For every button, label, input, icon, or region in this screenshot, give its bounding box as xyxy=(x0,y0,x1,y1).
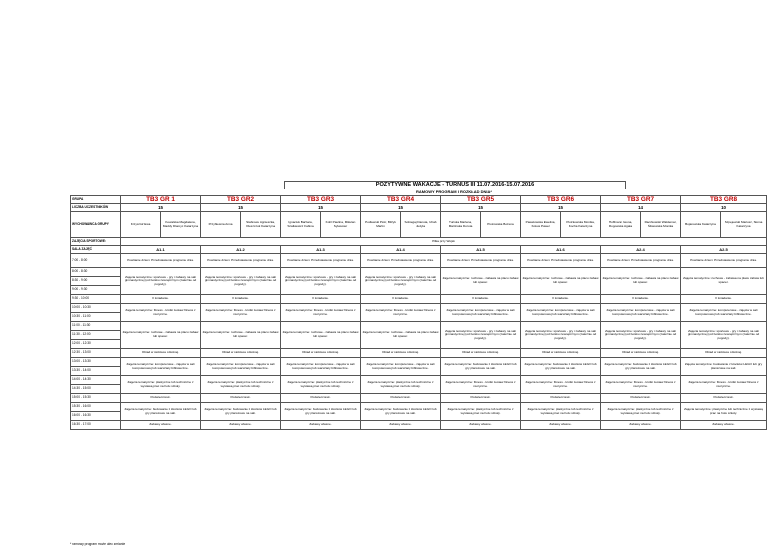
group-name-4: TB3 GR4 xyxy=(361,196,441,204)
activity-cell: Powitanie dzieci. Przedstawienie programu dnia. xyxy=(121,254,201,268)
activity-cell: Zajęcia tematyczne: plastyczne lub techniczne z wystawą prac na holu szkoły. xyxy=(361,376,441,394)
time-cell: 16:30 - 17:00 xyxy=(71,421,121,430)
activity-cell: II śniadanie. xyxy=(281,295,361,304)
page-title: POZYTYWNE WAKACJE - TURNUS III 11.07.2016-15.07.2016 xyxy=(284,181,626,189)
table-row xyxy=(71,421,767,430)
activity-cell: Zajęcia tematyczne: fitness - krótki zestaw fitness z muzyczne. xyxy=(361,304,441,322)
activity-cell: Podwieczorek. xyxy=(521,394,601,403)
time-cell: 13:00 - 13:30 xyxy=(71,358,121,367)
teacher-5a: Tuńska Marlena, Martinska Dorota xyxy=(441,212,481,238)
sala-8: A2.5 xyxy=(681,246,767,254)
activity-cell: Powitanie dzieci. Przedstawienie programu dnia. xyxy=(441,254,521,268)
time-cell: 11:30 - 12:00 xyxy=(71,331,121,340)
time-cell: 8:30 - 9:00 xyxy=(71,277,121,286)
activity-cell: Obiad w stołówce szkolnej. xyxy=(201,349,281,358)
activity-cell: Zajęcia tematyczne: ruchowe - zabawa na placu zabaw lub spacer. xyxy=(201,322,281,349)
activity-cell: Zajęcia tematyczne: sportowe - gry i zabawy na sali gimnastycznej (od boisku zewnętrznym (zależnie od pogody). xyxy=(441,322,521,349)
activity-cell: Zajęcia tematyczne: sportowe - gry i zabawy na sali gimnastycznej (od boisku zewnętrznym (zależnie od pogody). xyxy=(121,268,201,295)
activity-cell: Obiad w stołówce szkolnej. xyxy=(681,349,767,358)
footnote: * ramowy program może ulec zmianie xyxy=(70,542,126,546)
activity-cell: Zajęcia tematyczne: fitness - krótki zestaw fitness z muzyczne. xyxy=(521,376,601,394)
table-row xyxy=(71,268,767,277)
activity-cell: Powitanie dzieci. Przedstawienie programu dnia. xyxy=(201,254,281,268)
teacher-8a: Bojarowska Katarzyna xyxy=(681,212,721,238)
activity-cell: II śniadanie. xyxy=(121,295,201,304)
teacher-6a: Pawełowska Ewelina, Kokus Paweł xyxy=(521,212,561,238)
group-count-6: 15 xyxy=(521,204,601,212)
teacher-label: WYCHOWAWCA GRUPY xyxy=(71,212,121,238)
group-name-6: TB3 GR6 xyxy=(521,196,601,204)
group-count-7: 14 xyxy=(601,204,681,212)
time-cell: 10:00 - 10:30 xyxy=(71,304,121,313)
activity-cell: Powitanie dzieci. Przedstawienie programu dnia. xyxy=(601,254,681,268)
activity-cell: Obiad w stołówce szkolnej. xyxy=(281,349,361,358)
activity-cell: Zabawy wlasne. xyxy=(441,421,521,430)
time-cell: 8:00 - 8:30 xyxy=(71,268,121,277)
activity-cell: Zajęcia tematyczne: budowanie z klocków LEGO lub gry planszowe na sali. xyxy=(361,403,441,421)
time-cell: 9:30 - 10:00 xyxy=(71,295,121,304)
time-cell: 11:00 - 11:30 xyxy=(71,322,121,331)
activity-cell: Zajęcia tematyczne: ruchowe - zabawa na placu zabaw lub spacer. xyxy=(521,268,601,295)
count-label: LICZBA UCZESTNIKÓW xyxy=(71,204,121,212)
time-cell: 7:00 - 8:00 xyxy=(71,254,121,268)
teacher-4a: Podlewski Piotr, Bilżyk Martin xyxy=(361,212,401,238)
time-cell: 12:00 - 12:30 xyxy=(71,340,121,349)
group-count-5: 15 xyxy=(441,204,521,212)
teacher-7a: Hoffmann Iwona, Rogowska Agata xyxy=(601,212,641,238)
time-cell: 10:30 - 11:00 xyxy=(71,313,121,322)
sport-label: ZAJĘCIA SPORTOWE: xyxy=(71,238,121,246)
activity-cell: Podwieczorek. xyxy=(441,394,521,403)
activity-cell: Podwieczorek. xyxy=(201,394,281,403)
activity-cell: II śniadanie. xyxy=(601,295,681,304)
activity-cell: Zajęcia tematyczne: ruchowe - zabawa na placu zabaw lub spacer. xyxy=(681,268,767,295)
sport-row xyxy=(71,238,767,246)
group-count-1: 15 xyxy=(121,204,201,212)
teacher-5b: Piotrowska Bożena xyxy=(481,212,521,238)
group-name-8: TB3 GR8 xyxy=(681,196,767,204)
teacher-1a: Krzysztof Ewa xyxy=(121,212,161,238)
activity-cell: II śniadanie. xyxy=(361,295,441,304)
activity-cell: Zajęcia tematyczne: sportowe - gry i zabawy na sali gimnastycznej (od boisku zewnętrznym (zależnie od pogody). xyxy=(281,268,361,295)
activity-cell: Zajęcia tematyczne: budowanie z klocków LEGO lub gry planszowe na sali. xyxy=(521,358,601,376)
activity-cell: Zajęcia tematyczne: fitness - krótki zestaw fitness z muzyczne. xyxy=(681,376,767,394)
activity-cell: Podwieczorek. xyxy=(681,394,767,403)
activity-cell: Zajęcia tematyczne: plastyczne lub techniczne z wystawą prac na holu szkoły. xyxy=(281,376,361,394)
activity-cell: Zajęcia tematyczne: ruchowe - zabawa na placu zabaw lub spacer. xyxy=(441,268,521,295)
teacher-3b: Kohl Paulina, Mikulan Sylwester xyxy=(321,212,361,238)
activity-cell: Zabawy wlasne. xyxy=(521,421,601,430)
activity-cell: Powitanie dzieci. Przedstawienie programu dnia. xyxy=(681,254,767,268)
sala-6: A1.6 xyxy=(521,246,601,254)
teacher-2b: Stabrowe Agnieszka, Oleszczuk Katarzyna xyxy=(241,212,281,238)
table-row xyxy=(71,254,767,268)
activity-cell: Zajęcia tematyczne: komputerowe - zajęcia w sali komputerowej lub warsztaty biblioteczne. xyxy=(201,358,281,376)
activity-cell: Zajęcia tematyczne: plastyczne lub techniczne z wystawą prac na holu szkoły. xyxy=(681,403,767,421)
table-row xyxy=(71,304,767,313)
activity-cell: Zajęcia tematyczne: plastyczne lub techniczne z wystawą prac na holu szkoły. xyxy=(441,403,521,421)
activity-cell: Zabawy wlasne. xyxy=(681,421,767,430)
activity-cell: Zajęcia tematyczne: komputerowe - zajęcia w sali komputerowej lub warsztaty biblioteczne. xyxy=(521,304,601,322)
table-row xyxy=(71,358,767,367)
activity-cell: Powitanie dzieci. Przedstawienie programu dnia. xyxy=(521,254,601,268)
group-name-1: TB3 GR 1 xyxy=(121,196,201,204)
group-label: GRUPA xyxy=(71,196,121,204)
activity-cell: Zajęcia tematyczne: sportowe - gry i zabawy na sali gimnastycznej (od boisku zewnętrznym (zależnie od pogody). xyxy=(681,322,767,349)
teacher-8b: Szpejewski Mariusz, Słoma Katarzyna xyxy=(721,212,767,238)
activity-cell: Zajęcia tematyczne: ruchowe - zabawa na placu zabaw lub spacer. xyxy=(361,322,441,349)
sala-5: A1.5 xyxy=(441,246,521,254)
table-row xyxy=(71,322,767,331)
activity-cell: Zajęcia tematyczne: budowanie z klocków LEGO lub gry planszowe na sali. xyxy=(201,403,281,421)
activity-cell: Zajęcia tematyczne: komputerowe - zajęcia w sali komputerowej lub warsztaty biblioteczne. xyxy=(121,358,201,376)
time-cell: 15:00 - 15:30 xyxy=(71,394,121,403)
group-count-4: 15 xyxy=(361,204,441,212)
teacher-row xyxy=(71,212,767,238)
teacher-4b: Sobiegaj Danuta, Ulrab Judyta xyxy=(401,212,441,238)
activity-cell: Zajęcia tematyczne: budowanie z klocków LEGO lub gry planszowe na sali. xyxy=(601,358,681,376)
teacher-2a: Przybłesnia Anna xyxy=(201,212,241,238)
activity-cell: Obiad w stołówce szkolnej. xyxy=(521,349,601,358)
activity-cell: Zajęcia tematyczne: ruchowe - zabawa na placu zabaw lub spacer. xyxy=(121,322,201,349)
activity-cell: Zajęcia tematyczne: fitness - krótki zestaw fitness z muzyczne. xyxy=(281,304,361,322)
time-cell: 14:30 - 15:00 xyxy=(71,385,121,394)
group-count-8: 10 xyxy=(681,204,767,212)
activity-cell: Zabawy wlasne. xyxy=(361,421,441,430)
sport-value: Piłka przy Wojsk xyxy=(121,238,767,246)
activity-cell: Zabawy wlasne. xyxy=(281,421,361,430)
activity-cell: Zajęcia tematyczne: budowanie z klocków LEGO lub gry planszowe na sali. xyxy=(441,358,521,376)
activity-cell: Zajęcia tematyczne: plastyczne lub techniczne z wystawą prac na holu szkoły. xyxy=(521,403,601,421)
table-row xyxy=(71,394,767,403)
activity-cell: Podwieczorek. xyxy=(601,394,681,403)
activity-cell: Zajęcia tematyczne: ruchowe - zabawa na placu zabaw lub spacer. xyxy=(601,268,681,295)
count-row xyxy=(71,204,767,212)
group-name-5: TB3 GR5 xyxy=(441,196,521,204)
activity-cell: Obiad w stołówce szkolnej. xyxy=(441,349,521,358)
activity-cell: Zajęcia tematyczne: komputerowe - zajęcia w sali komputerowej lub warsztaty biblioteczne. xyxy=(361,358,441,376)
activity-cell: Zajęcia tematyczne: budowanie z klocków LEGO lub gry planszowe na sali. xyxy=(281,403,361,421)
activity-cell: Zajęcia tematyczne: sportowe - gry i zabawy na sali gimnastycznej (od boisku zewnętrznym (zależnie od pogody). xyxy=(521,322,601,349)
teacher-1b: Kowalska Magdalena, Maddy Dlamyc Katarzyna xyxy=(161,212,201,238)
time-cell: 15:30 - 16:00 xyxy=(71,403,121,412)
activity-cell: Zajęcia tematyczne: plastyczne lub techniczne z wystawą prac na holu szkoły. xyxy=(601,403,681,421)
activity-cell: Powitanie dzieci. Przedstawienie programu dnia. xyxy=(361,254,441,268)
activity-cell: Zajęcia tematyczne: ruchowe - zabawa na placu zabaw lub spacer. xyxy=(281,322,361,349)
activity-cell: Zajęcia tematyczne: fitness - krótki zestaw fitness z muzyczne. xyxy=(441,376,521,394)
activity-cell: Zajęcia tematyczne: sportowe - gry i zabawy na sali gimnastycznej (od boisku zewnętrznym (zależnie od pogody). xyxy=(601,322,681,349)
activity-cell: Zajęcia tematyczne: plastyczne lub techniczne z wystawą prac na holu szkoły. xyxy=(121,376,201,394)
activity-cell: Obiad w stołówce szkolnej. xyxy=(121,349,201,358)
activity-cell: Zajęcia tematyczne: komputerowe - zajęcia w sali komputerowej lub warsztaty biblioteczne. xyxy=(681,304,767,322)
activity-cell: Zajęcia tematyczne: budowanie z klocków LEGO lub gry planszowe na sali. xyxy=(681,358,767,376)
teacher-6b: Piotrkowska Monika, Kocha Katarzyna xyxy=(561,212,601,238)
group-name-7: TB3 GR7 xyxy=(601,196,681,204)
time-cell: 16:00 - 16:30 xyxy=(71,412,121,421)
activity-cell: Zajęcia tematyczne: plastyczne lub techniczne z wystawą prac na holu szkoły. xyxy=(201,376,281,394)
table-row xyxy=(71,295,767,304)
activity-cell: Zajęcia tematyczne: fitness - krótki zestaw fitness z muzyczne. xyxy=(121,304,201,322)
sala-2: A1.2 xyxy=(201,246,281,254)
activity-cell: Zajęcia tematyczne: sportowe - gry i zabawy na sali gimnastycznej (od boisku zewnętrznym (zależnie od pogody). xyxy=(361,268,441,295)
time-cell: 14:00 - 14:30 xyxy=(71,376,121,385)
time-cell: 13:30 - 14:00 xyxy=(71,367,121,376)
activity-cell: Zajęcia tematyczne: komputerowe - zajęcia w sali komputerowej lub warsztaty biblioteczne. xyxy=(441,304,521,322)
activity-cell: Zabawy wlasne. xyxy=(201,421,281,430)
activity-cell: Zabawy wlasne. xyxy=(601,421,681,430)
sala-row xyxy=(71,246,767,254)
activity-cell: Obiad w stołówce szkolnej. xyxy=(361,349,441,358)
group-row xyxy=(71,196,767,204)
activity-cell: Zajęcia tematyczne: komputerowe - zajęcia w sali komputerowej lub warsztaty biblioteczne. xyxy=(601,304,681,322)
table-row xyxy=(71,403,767,412)
sala-1: A1.1 xyxy=(121,246,201,254)
activity-cell: Podwieczorek. xyxy=(361,394,441,403)
time-cell: 12:30 - 13:00 xyxy=(71,349,121,358)
schedule-table xyxy=(70,195,767,430)
page-subtitle: RAMOWY PROGRAM I ROZKŁAD DNIA* xyxy=(416,189,492,194)
group-count-2: 15 xyxy=(201,204,281,212)
activity-cell: Zajęcia tematyczne: fitness - krótki zestaw fitness z muzyczne. xyxy=(601,376,681,394)
teacher-3a: Ignaciuk Barbara, Szalkiewicz Fabina xyxy=(281,212,321,238)
sala-7: A2.4 xyxy=(601,246,681,254)
activity-cell: II śniadanie. xyxy=(681,295,767,304)
teacher-7b: Raczkowski Waldemar, Śliwowska Monika xyxy=(641,212,681,238)
activity-cell: Zajęcia tematyczne: fitness - krótki zestaw fitness z muzyczne. xyxy=(201,304,281,322)
activity-cell: Zajęcia tematyczne: budowanie z klocków LEGO lub gry planszowe na sali. xyxy=(121,403,201,421)
activity-cell: II śniadanie. xyxy=(521,295,601,304)
activity-cell: II śniadanie. xyxy=(201,295,281,304)
activity-cell: Podwieczorek. xyxy=(121,394,201,403)
activity-cell: Zajęcia tematyczne: sportowe - gry i zabawy na sali gimnastycznej (od boisku zewnętrznym (zależnie od pogody). xyxy=(201,268,281,295)
activity-cell: Zabawy wlasne. xyxy=(121,421,201,430)
table-row xyxy=(71,376,767,385)
activity-cell: Podwieczorek. xyxy=(281,394,361,403)
time-cell: 9:00 - 9:30 xyxy=(71,286,121,295)
group-name-2: TB3 GR2 xyxy=(201,196,281,204)
activity-cell: Zajęcia tematyczne: komputerowe - zajęcia w sali komputerowej lub warsztaty biblioteczne. xyxy=(281,358,361,376)
group-name-3: TB3 GR3 xyxy=(281,196,361,204)
sala-3: A1.3 xyxy=(281,246,361,254)
activity-cell: Powitanie dzieci. Przedstawienie programu dnia. xyxy=(281,254,361,268)
table-row xyxy=(71,349,767,358)
sala-label: SALA ZAJĘĆ xyxy=(71,246,121,254)
group-count-3: 15 xyxy=(281,204,361,212)
activity-cell: II śniadanie. xyxy=(441,295,521,304)
sala-4: A1.4 xyxy=(361,246,441,254)
activity-cell: Obiad w stołówce szkolnej. xyxy=(601,349,681,358)
